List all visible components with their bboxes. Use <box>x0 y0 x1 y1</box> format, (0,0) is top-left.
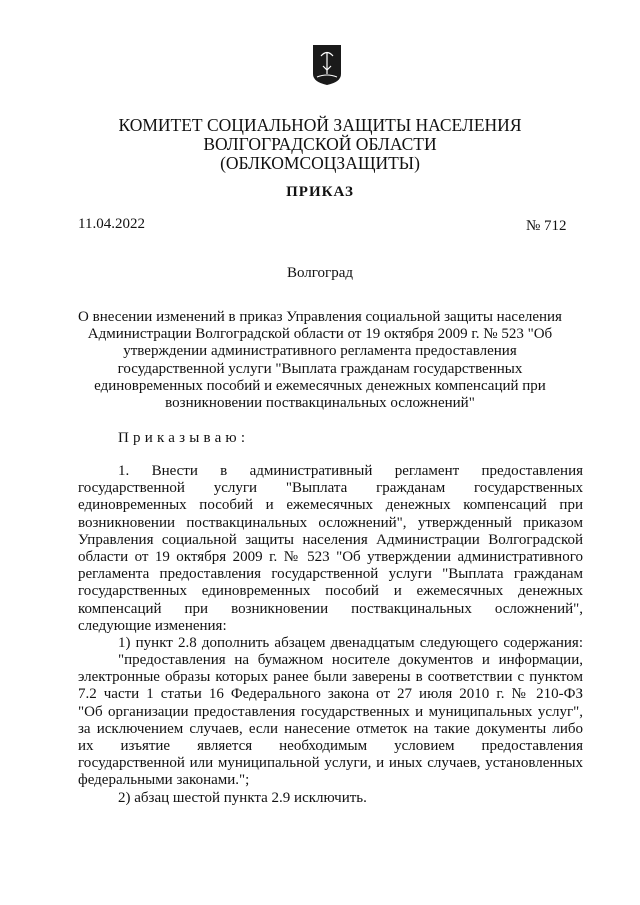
subject-line: О внесении изменений в приказ Управления социальной защиты населения <box>78 309 562 325</box>
org-name-line-1: КОМИТЕТ СОЦИАЛЬНОЙ ЗАЩИТЫ НАСЕЛЕНИЯ <box>118 115 522 135</box>
body-line: возникновении поствакцинальных осложнений", утвержденный приказом <box>78 514 583 531</box>
body-line: "предоставления на бумажном носителе документов и информации, <box>118 652 583 669</box>
document-type-title: ПРИКАЗ <box>286 184 354 200</box>
body-line: 1) пункт 2.8 дополнить абзацем двенадцатым следующего содержания: <box>118 634 583 651</box>
subject-line: возникновении поствакцинальных осложнений" <box>165 395 475 411</box>
body-line: следующие изменения: <box>78 617 227 634</box>
body-line: федеральными законами."; <box>78 772 250 789</box>
order-word: Приказываю: <box>118 430 250 446</box>
org-name-line-2: ВОЛГОГРАДСКОЙ ОБЛАСТИ <box>203 134 437 154</box>
document-date: 11.04.2022 <box>78 216 145 232</box>
city-name: Волгоград <box>286 265 353 281</box>
body-line: Управления социальной защиты населения Администрации Волгоградской <box>78 531 583 548</box>
document-number: № 712 <box>526 218 567 234</box>
body-line: государственной услуги "Выплата гражданам государственных <box>78 480 583 497</box>
body-text <box>78 463 583 807</box>
body-line: за исключением случаев, если нанесение отметок на такие документы либо <box>78 720 583 737</box>
subject-line: единовременных пособий и ежемесячных денежных компенсаций при <box>94 377 546 394</box>
body-line: "Об организации предоставления государственных и муниципальных услуг", <box>78 703 583 720</box>
body-line: единовременных пособий и ежемесячных денежных компенсаций при <box>78 497 583 514</box>
body-line: их изъятие является необходимым условием предоставления <box>78 738 583 754</box>
body-line: регламента предоставления государственной услуги "Выплата гражданам <box>78 566 583 583</box>
subject-line: государственной услуги "Выплата гражданам государственных <box>117 360 523 377</box>
body-line: 2) абзац шестой пункта 2.9 исключить. <box>118 789 367 806</box>
body-line: 7.2 части 1 статьи 16 Федерального закона от 27 июля 2010 г. № 210-ФЗ <box>78 686 583 703</box>
body-line: государственной или муниципальной услуги, и иных случаев, установленных <box>78 755 583 772</box>
subject-line: Администрации Волгоградской области от 19 октября 2009 г. № 523 "Об <box>87 326 553 343</box>
body-line: электронные образы которых ранее были заверены в соответствии с пунктом <box>78 669 583 686</box>
subject-line: утверждении административного регламента предоставления <box>123 343 517 360</box>
body-line: государственных единовременных пособий и ежемесячных денежных <box>78 583 583 600</box>
body-line: 1. Внести в административный регламент предоставления <box>118 463 583 479</box>
body-line: компенсаций при возникновении поствакцинальных осложнений", <box>78 600 583 617</box>
coat-of-arms-icon <box>312 44 342 86</box>
body-line: области от 19 октября 2009 г. № 523 "Об утверждении административного <box>78 548 583 565</box>
org-name-line-3: (ОБЛКОМСОЦЗАЩИТЫ) <box>220 153 420 173</box>
